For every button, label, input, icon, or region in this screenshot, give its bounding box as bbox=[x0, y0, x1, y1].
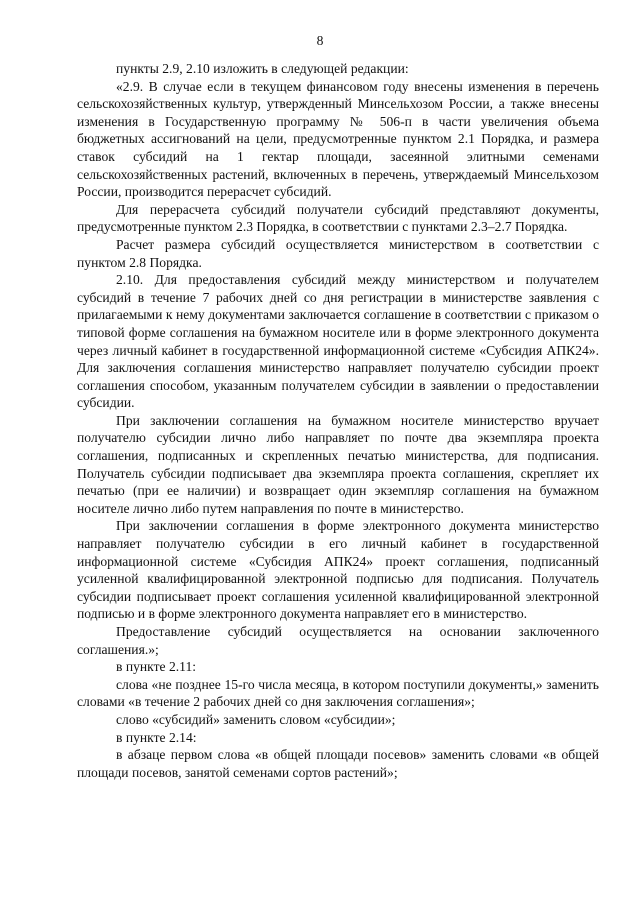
paragraph: При заключении соглашения в форме электронного документа министерство направляет получателю субсидии в его личный кабинет в государственной информационной системе «Субсидия АПК24» проект соглашения, подписанный усиленной квалифицированной электронной подписью для подписания. Получатель субсидии подписывает проект соглашения усиленной квалифицированной электронной подписью и в форме электронного документа направляет его в министерство. bbox=[77, 518, 599, 622]
paragraph: в пункте 2.14: bbox=[116, 729, 197, 745]
paragraph: в пункте 2.11: bbox=[116, 659, 197, 675]
page-number: 8 bbox=[316, 33, 324, 48]
paragraph: «2.9. В случае если в текущем финансовом году внесены изменения в перечень сельскохозяйственных культур, утвержденный Минсельхозом России, а также внесены изменения в Государственную программу № 506-п в части увеличения объема бюджетных ассигнований на цели, предусмотренные пунктом 2.1 Порядка, и размера ставок субсидий на 1 гектар площади, засеянной элитными семенами сельскохозяйственных растений, включенных в перечень, утверждаемый Минсельхозом России, производится перерасчет субсидий. bbox=[77, 78, 599, 200]
paragraph: Для перерасчета субсидий получатели субсидий представляют документы, предусмотренные пунктом 2.3 Порядка, в соответствии с пунктами 2.3–2.7 Порядка. bbox=[77, 201, 599, 235]
paragraph: Расчет размера субсидий осуществляется министерством в соответствии с пунктом 2.8 Порядка. bbox=[77, 236, 599, 270]
paragraph: При заключении соглашения на бумажном носителе министерство вручает получателю субсидии лично либо направляет по почте два экземпляра проекта соглашения, подписанных и скрепленных печатью министерства, для подписания. Получатель субсидии подписывает два экземпляра проекта соглашения, скрепляет их печатью (при ее наличии) и возвращает один экземпляр соглашения на бумажном носителе лично либо путем направления по почте в министерство. bbox=[77, 412, 599, 516]
paragraph: пункты 2.9, 2.10 изложить в следующей редакции: bbox=[116, 61, 409, 76]
paragraph: 2.10. Для предоставления субсидий между министерством и получателем субсидий в течение 7 рабочих дней со дня регистрации в министерстве заявления с прилагаемыми к нему документами заключается соглашение в соответствии с приказом о типовой форме соглашения на бумажном носителе или в форме электронного документа через личный кабинет в государственной информационной системе «Субсидия АПК24». Для заключения соглашения министерство направляет получателю субсидии проект соглашения способом, указанным получателем субсидии в заявлении о предоставлении субсидии. bbox=[77, 272, 599, 411]
document-body bbox=[77, 60, 599, 781]
paragraph: Предоставление субсидий осуществляется на основании заключенного соглашения.»; bbox=[77, 624, 599, 657]
paragraph: слова «не позднее 15-го числа месяца, в котором поступили документы,» заменить словами «в течение 2 рабочих дней со дня заключения соглашения»; bbox=[77, 676, 599, 710]
paragraph: в абзаце первом слова «в общей площади посевов» заменить словами «в общей площади посевов, занятой семенами сортов растений»; bbox=[77, 747, 599, 780]
paragraph: слово «субсидий» заменить словом «субсидии»; bbox=[116, 711, 396, 727]
